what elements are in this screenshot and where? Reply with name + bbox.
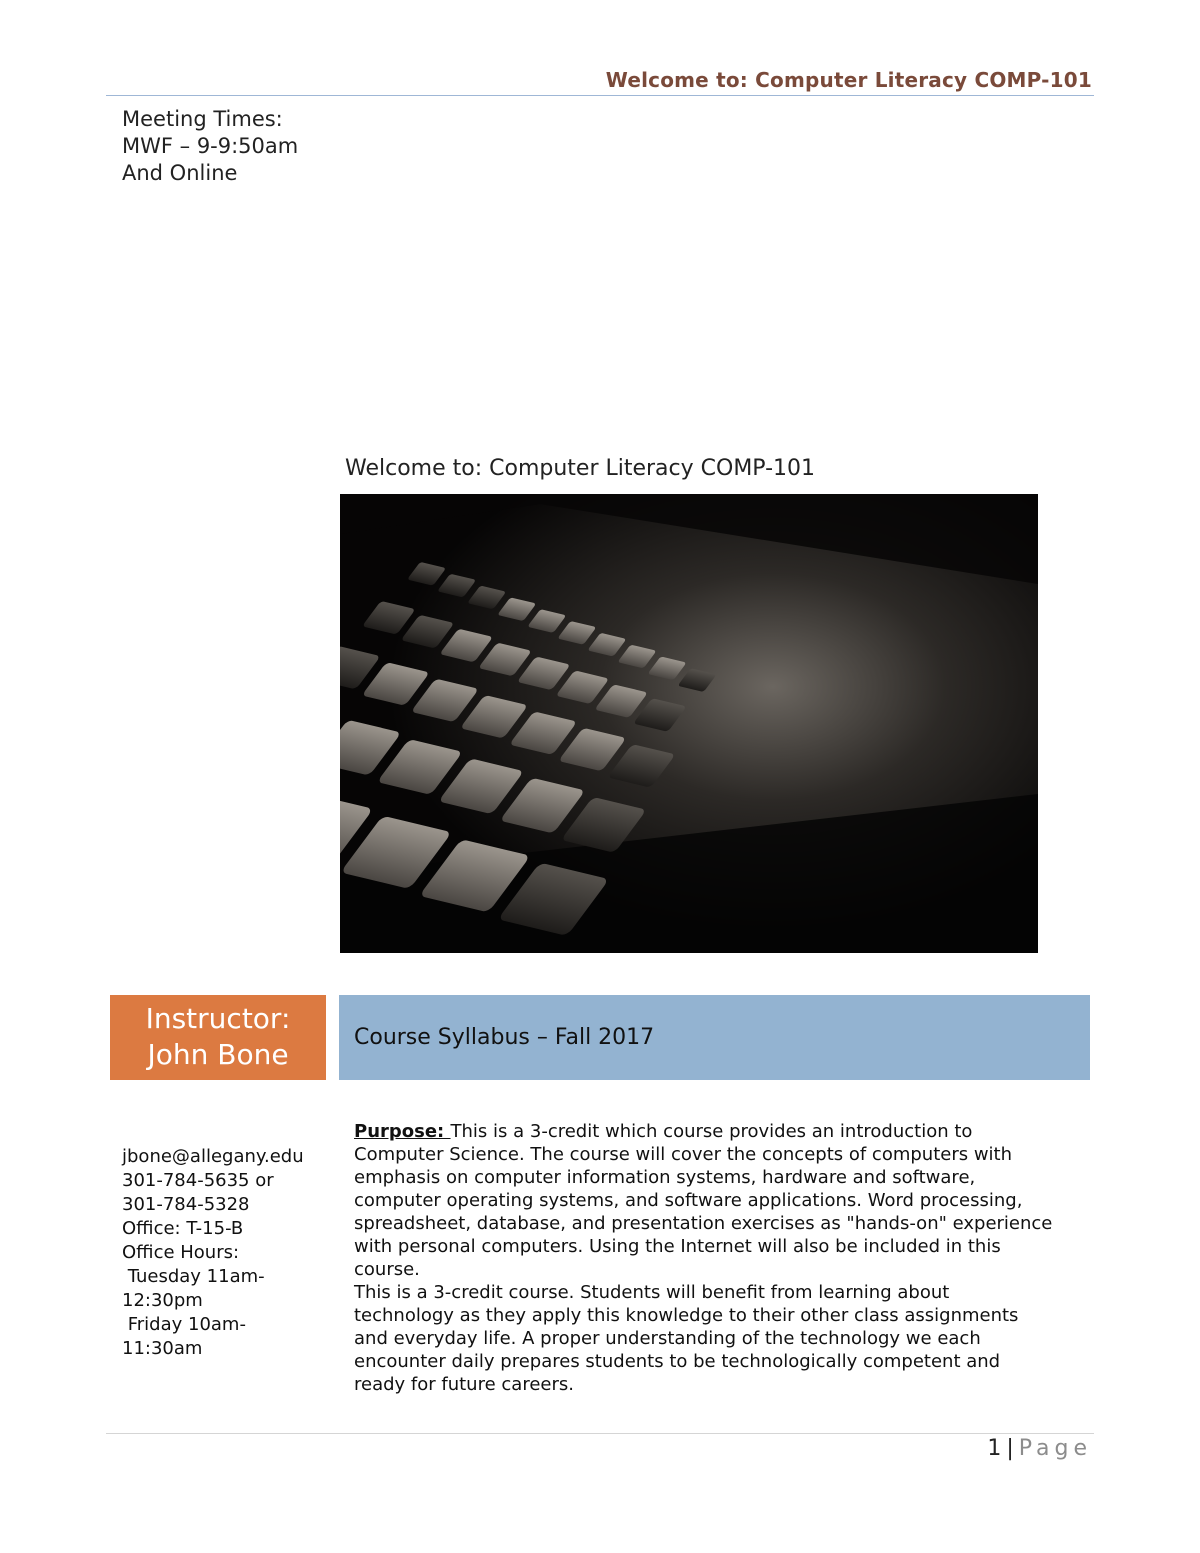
instructor-box	[110, 995, 326, 1080]
meeting-times-label: Meeting Times:	[122, 107, 283, 131]
page-label: Page	[1018, 1436, 1092, 1461]
header-title: Welcome to: Computer Literacy COMP-101	[605, 68, 1092, 92]
instructor-phone-1: 301-784-5635 or	[122, 1170, 274, 1191]
office-hours-label: Office Hours:	[122, 1242, 240, 1263]
meeting-online: And Online	[122, 161, 238, 185]
instructor-office: Office: T-15-B	[122, 1218, 244, 1239]
instructor-label: Instructor:	[145, 1002, 291, 1035]
contact-info	[122, 1145, 304, 1361]
keyboard-photo	[340, 494, 1038, 953]
instructor-phone-2: 301-784-5328	[122, 1194, 250, 1215]
purpose-section	[354, 1120, 1054, 1396]
instructor-email[interactable]: jbone@allegany.edu	[122, 1146, 304, 1167]
purpose-label: Purpose:	[354, 1121, 451, 1142]
meeting-times	[122, 106, 298, 187]
syllabus-title-box	[339, 995, 1090, 1080]
cover-caption: Welcome to: Computer Literacy COMP-101	[345, 456, 816, 481]
keyboard-image	[340, 494, 1038, 953]
syllabus-title: Course Syllabus – Fall 2017	[354, 1025, 655, 1050]
header-divider	[106, 95, 1094, 96]
office-hours-tuesday-end: 12:30pm	[122, 1290, 203, 1311]
meeting-schedule: MWF – 9-9:50am	[122, 134, 299, 158]
instructor-name: John Bone	[147, 1038, 289, 1071]
office-hours-friday: Friday 10am-	[122, 1314, 246, 1335]
page-number: 1	[987, 1436, 1002, 1461]
office-hours-friday-end: 11:30am	[122, 1338, 203, 1359]
purpose-paragraph-2: This is a 3-credit course. Students will benefit from learning about technology as they apply this knowledge to their other class assignments and everyday life. A proper understanding of the technology we each encounter daily prepares students to be technologically competent and ready for future careers.	[354, 1282, 1019, 1395]
office-hours-tuesday: Tuesday 11am-	[122, 1266, 265, 1287]
page-separator: |	[1006, 1436, 1014, 1461]
footer-divider	[106, 1433, 1094, 1434]
purpose-text-1: This is a 3-credit which course provides an introduction to Computer Science. The course will cover the concepts of computers with emphasis on computer information systems, hardware and software, computer operating systems, and software applications. Word processing, spreadsheet, database, and presentation exercises as "hands-on" experience with personal computers. Using the Internet will also be included in this course.	[354, 1121, 1053, 1280]
page-footer	[987, 1436, 1092, 1461]
purpose-paragraph-1	[354, 1120, 1054, 1281]
